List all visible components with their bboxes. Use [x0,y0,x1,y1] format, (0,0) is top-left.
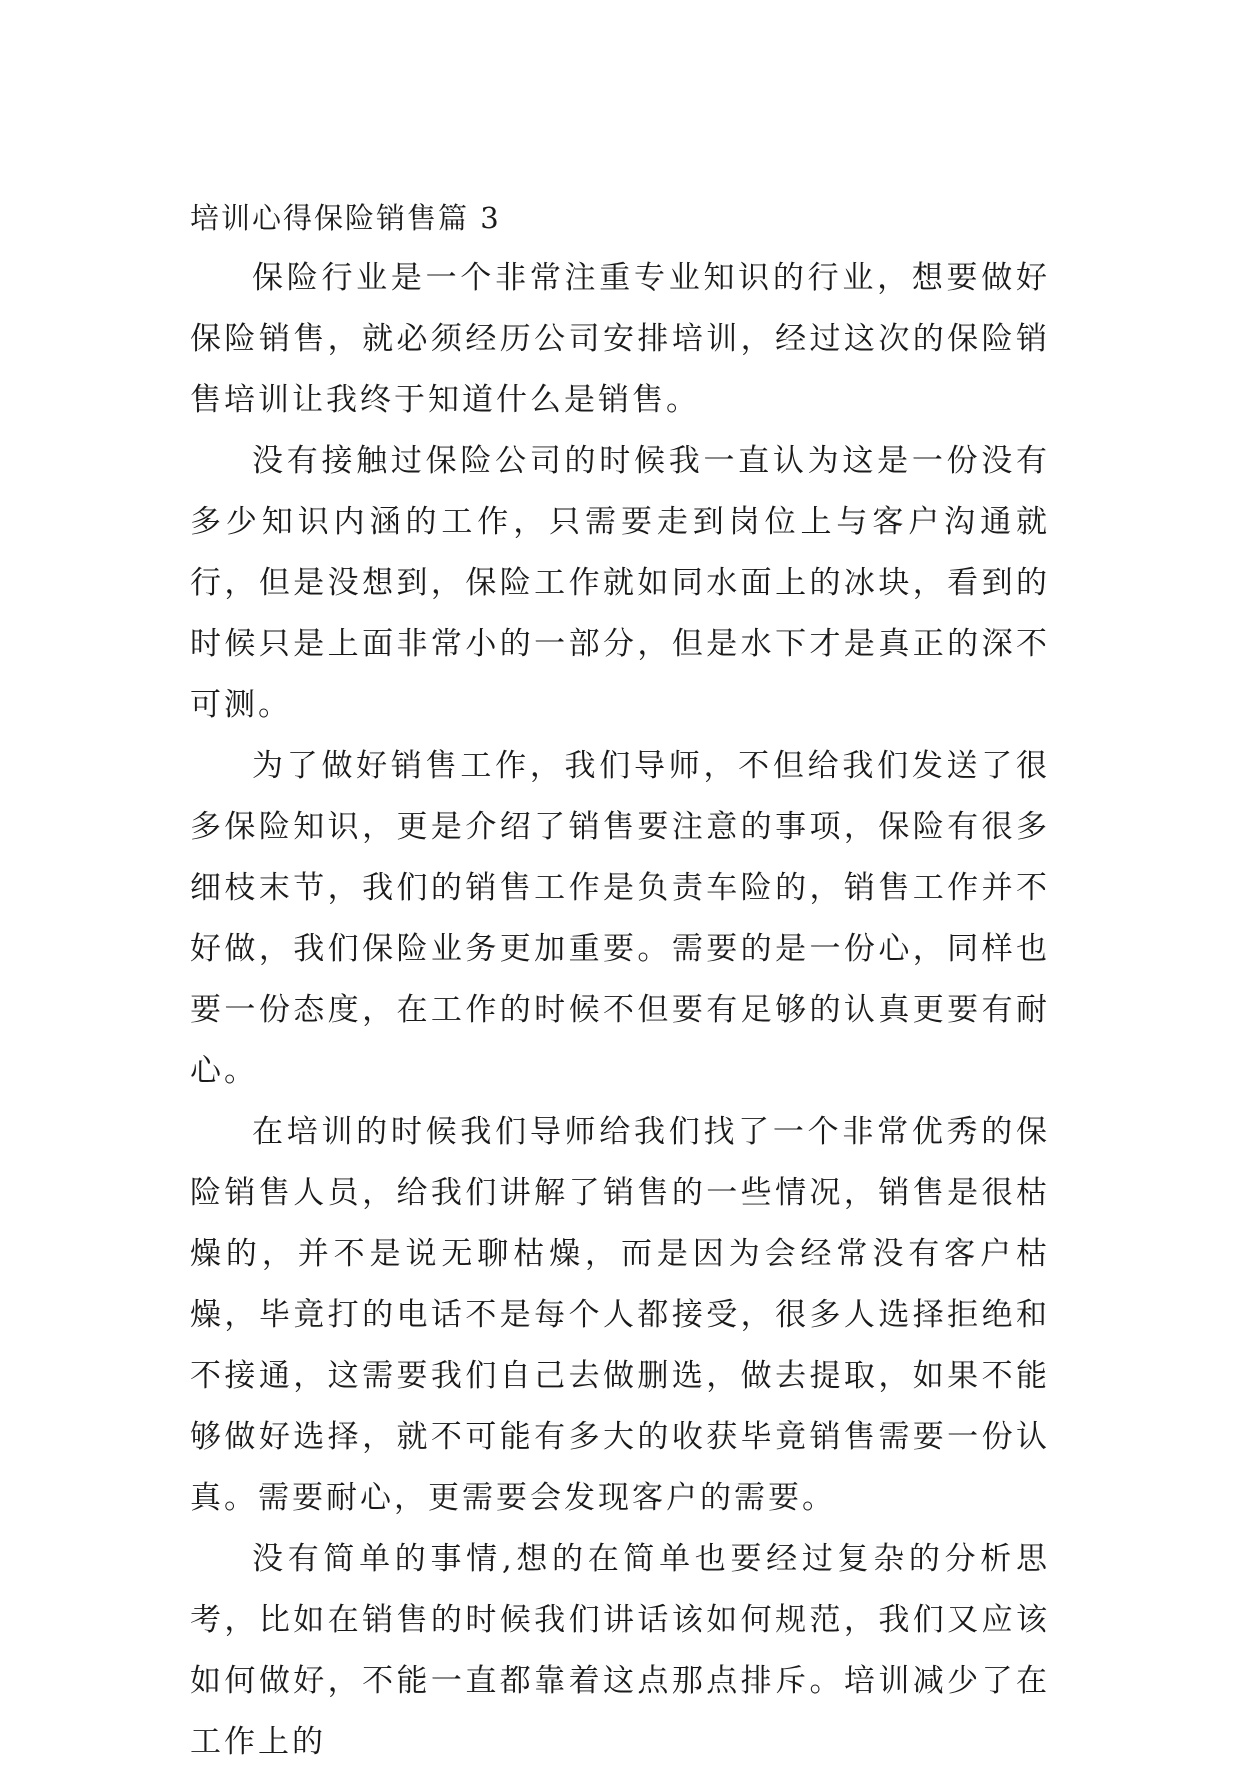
paragraph: 保险行业是一个非常注重专业知识的行业，想要做好保险销售，就必须经历公司安排培训，经过这次的保险销售培训让我终于知道什么是销售。 [190,260,1050,418]
paragraph: 在培训的时候我们导师给我们找了一个非常优秀的保险销售人员，给我们讲解了销售的一些情况，销售是很枯燥的，并不是说无聊枯燥，而是因为会经常没有客户枯燥，毕竟打的电话不是每个人都接受，很多人选择拒绝和不接通，这需要我们自己去做删选，做去提取，如果不能够做好选择，就不可能有多大的收获毕竟销售需要一份认真。需要耐心，更需要会发现客户的需要。 [190,1114,1050,1516]
paragraph: 没有接触过保险公司的时候我一直认为这是一份没有多少知识内涵的工作，只需要走到岗位上与客户沟通就行，但是没想到，保险工作就如同水面上的冰块，看到的时候只是上面非常小的一部分，但是水下才是真正的深不可测。 [190,443,1050,723]
document-body [190,188,1050,1773]
paragraph: 没有简单的事情,想的在简单也要经过复杂的分析思考，比如在销售的时候我们讲话该如何规范，我们又应该如何做好，不能一直都靠着这点那点排斥。培训减少了在工作上的 [190,1541,1050,1760]
document-title: 培训心得保险销售篇 3 [190,201,501,235]
paragraph: 为了做好销售工作，我们导师，不但给我们发送了很多保险知识，更是介绍了销售要注意的事项，保险有很多细枝末节，我们的销售工作是负责车险的，销售工作并不好做，我们保险业务更加重要。需要的是一份心，同样也要一份态度，在工作的时候不但要有足够的认真更要有耐心。 [190,748,1050,1089]
